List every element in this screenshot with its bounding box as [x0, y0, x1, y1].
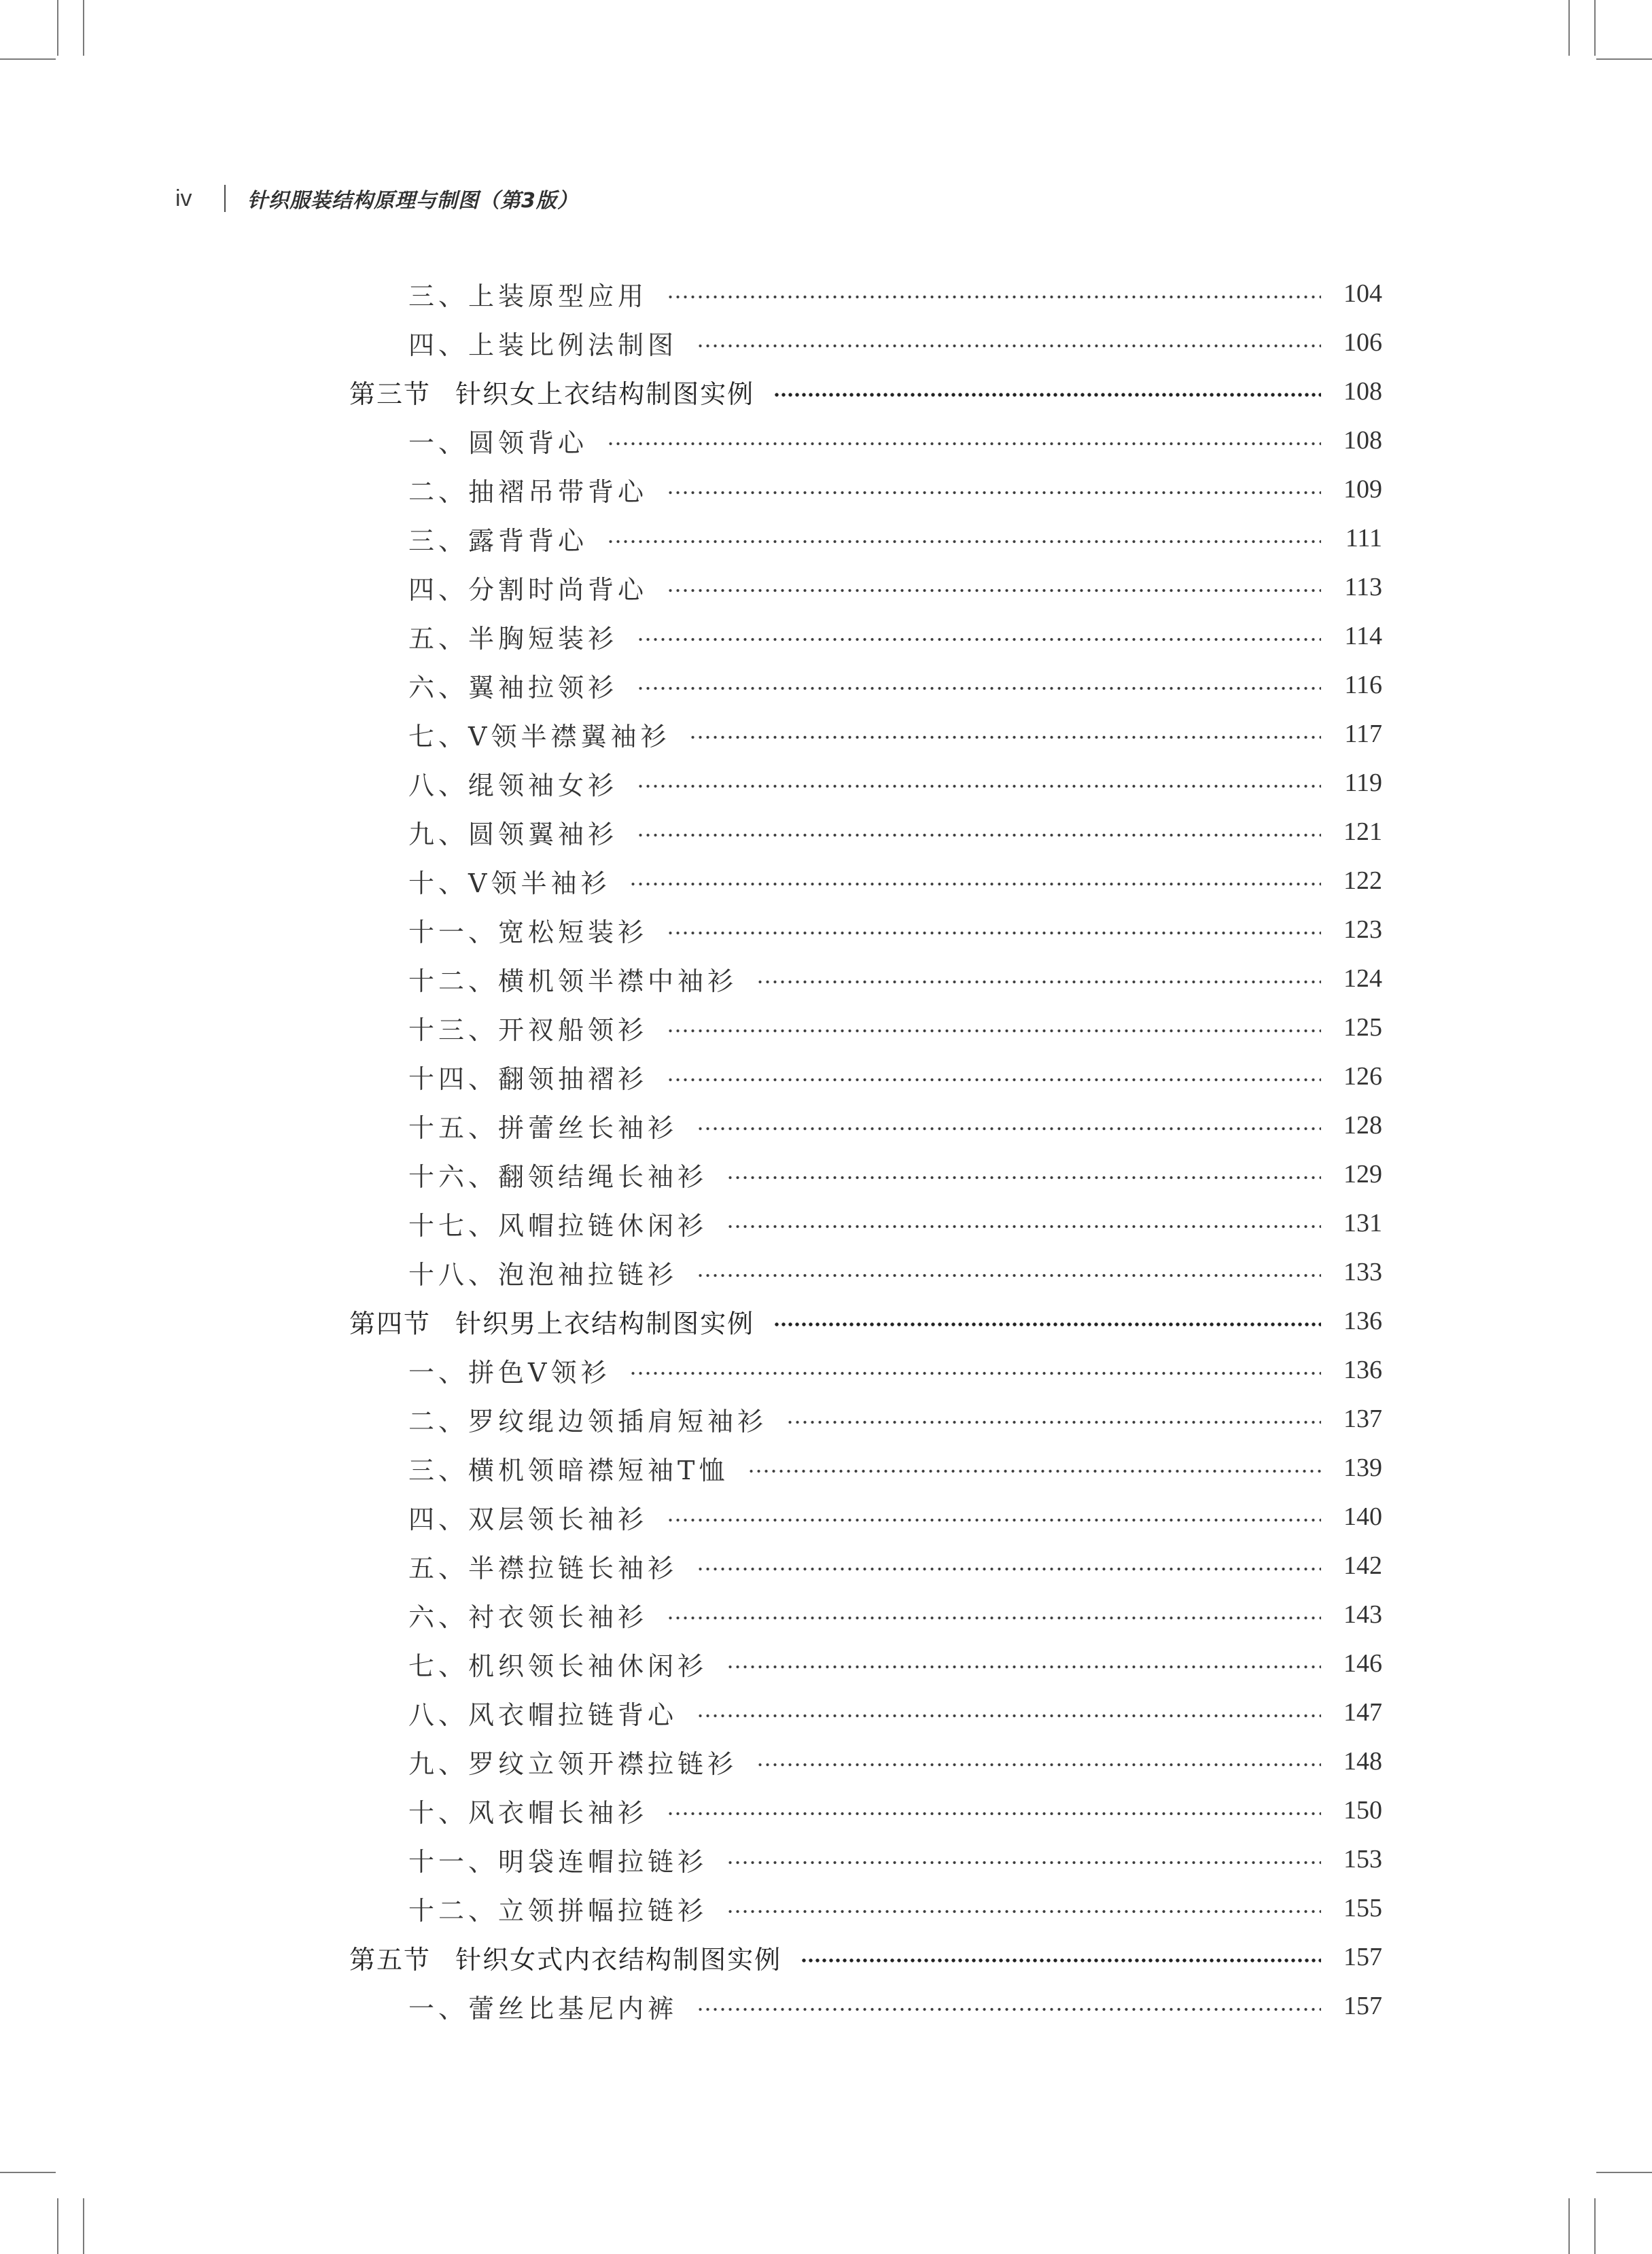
dot-leader: [726, 1859, 1321, 1866]
toc-entry-title: 十一、宽松短装衫: [408, 917, 648, 947]
dot-leader: [629, 881, 1321, 887]
crop-mark: [1596, 2172, 1652, 2173]
toc-entry-row[interactable]: [0, 1786, 1652, 1835]
toc-page-number: 157: [1343, 1992, 1382, 2020]
dot-leader: [667, 1615, 1321, 1621]
toc-page-number: 124: [1343, 964, 1382, 993]
dot-leader: [637, 783, 1321, 790]
toc-entry-title: 第四节 针织男上衣结构制图实例: [349, 1308, 755, 1339]
toc-entry-row[interactable]: [0, 612, 1652, 661]
dot-leader: [667, 1810, 1321, 1817]
crop-mark: [1594, 2198, 1596, 2254]
toc-entry-row[interactable]: [0, 807, 1652, 856]
crop-mark: [0, 58, 56, 60]
crop-mark: [83, 0, 84, 56]
toc-entry-title: 一、拼色V领衫: [408, 1357, 611, 1388]
toc-page-number: 104: [1343, 279, 1382, 308]
toc-entry-row[interactable]: [0, 905, 1652, 954]
toc-entry-row[interactable]: [0, 1443, 1652, 1492]
toc-entry-row[interactable]: [0, 856, 1652, 905]
toc-entry-title: 第五节 针织女式内衣结构制图实例: [349, 1944, 782, 1975]
dot-leader: [773, 391, 1321, 398]
dot-leader: [697, 2006, 1321, 2013]
toc-entry-title: 七、机织领长袖休闲衫: [408, 1651, 708, 1681]
dot-leader: [786, 1419, 1321, 1426]
toc-entry-row[interactable]: [0, 514, 1652, 563]
toc-entry-row[interactable]: [0, 1492, 1652, 1541]
dot-leader: [697, 1712, 1321, 1719]
toc-entry-title: 一、蕾丝比基尼内裤: [408, 1993, 678, 2024]
toc-section-row[interactable]: [0, 367, 1652, 416]
toc-page-number: 143: [1343, 1600, 1382, 1629]
toc-entry-row[interactable]: [0, 563, 1652, 612]
toc-entry-title: 三、露背背心: [408, 525, 588, 556]
toc-entry-title: 二、抽褶吊带背心: [408, 476, 648, 507]
crop-mark: [1596, 58, 1652, 60]
toc-page-number: 122: [1343, 866, 1382, 895]
toc-page-number: 123: [1343, 915, 1382, 944]
toc-entry-title: 十四、翻领抽褶衫: [408, 1063, 648, 1094]
toc-entry-row[interactable]: [0, 1541, 1652, 1590]
toc-page-number: 136: [1343, 1307, 1382, 1335]
toc-entry-title: 六、衬衣领长袖衫: [408, 1602, 648, 1632]
dot-leader: [667, 294, 1321, 300]
crop-mark: [0, 2172, 56, 2173]
table-of-contents: [0, 269, 1652, 2030]
dot-leader: [773, 1321, 1321, 1328]
toc-entry-row[interactable]: [0, 1737, 1652, 1786]
toc-entry-title: 四、上装比例法制图: [408, 330, 678, 360]
toc-entry-title: 一、圆领背心: [408, 427, 588, 458]
dot-leader: [667, 1027, 1321, 1034]
toc-entry-title: 四、分割时尚背心: [408, 574, 648, 605]
toc-page-number: 147: [1343, 1698, 1382, 1727]
toc-page-number: 121: [1343, 817, 1382, 846]
toc-entry-title: 五、半襟拉链长袖衫: [408, 1553, 678, 1583]
toc-entry-title: 九、罗纹立领开襟拉链衫: [408, 1748, 738, 1779]
toc-entry-row[interactable]: [0, 1101, 1652, 1150]
toc-entry-row[interactable]: [0, 661, 1652, 709]
dot-leader: [637, 636, 1321, 643]
toc-entry-row[interactable]: [0, 1835, 1652, 1884]
crop-mark: [83, 2198, 84, 2254]
dot-leader: [667, 930, 1321, 936]
dot-leader: [667, 1517, 1321, 1524]
toc-entry-title: 十六、翻领结绳长袖衫: [408, 1161, 708, 1192]
toc-page-number: 113: [1344, 573, 1382, 601]
toc-entry-title: 十、V领半袖衫: [408, 868, 611, 898]
toc-page-number: 109: [1343, 475, 1382, 504]
toc-page-number: 117: [1344, 720, 1382, 748]
toc-entry-title: 十七、风帽拉链休闲衫: [408, 1210, 708, 1241]
toc-page-number: 150: [1343, 1796, 1382, 1825]
toc-entry-title: 四、双层领长袖衫: [408, 1504, 648, 1534]
crop-mark: [57, 2198, 58, 2254]
toc-page-number: 137: [1343, 1405, 1382, 1433]
toc-entry-title: 三、横机领暗襟短袖T恤: [408, 1455, 729, 1485]
page-folio: iv: [175, 185, 192, 211]
dot-leader: [726, 1663, 1321, 1670]
toc-page-number: 139: [1343, 1454, 1382, 1482]
dot-leader: [667, 489, 1321, 496]
dot-leader: [667, 587, 1321, 594]
dot-leader: [629, 1370, 1321, 1377]
toc-entry-row[interactable]: [0, 1394, 1652, 1443]
book-title: 针织服装结构原理与制图（第3版）: [247, 189, 578, 213]
toc-page-number: 131: [1343, 1209, 1382, 1237]
dot-leader: [637, 685, 1321, 692]
dot-leader: [726, 1908, 1321, 1915]
toc-page-number: 155: [1343, 1894, 1382, 1922]
toc-entry-title: 十二、立领拼幅拉链衫: [408, 1895, 708, 1926]
crop-mark: [1568, 0, 1570, 56]
dot-leader: [697, 342, 1321, 349]
toc-page-number: 126: [1343, 1062, 1382, 1091]
toc-page-number: 148: [1343, 1747, 1382, 1776]
crop-mark: [1568, 2198, 1570, 2254]
toc-page-number: 119: [1344, 769, 1382, 797]
dot-leader: [697, 1272, 1321, 1279]
crop-mark: [57, 0, 58, 56]
toc-entry-title: 八、风衣帽拉链背心: [408, 1700, 678, 1730]
dot-leader: [726, 1223, 1321, 1230]
toc-entry-title: 十八、泡泡袖拉链衫: [408, 1259, 678, 1290]
toc-entry-row[interactable]: [0, 1003, 1652, 1052]
toc-entry-title: 十三、开衩船领衫: [408, 1015, 648, 1045]
toc-section-row[interactable]: [0, 1933, 1652, 1982]
toc-entry-row[interactable]: [0, 758, 1652, 807]
toc-entry-title: 十、风衣帽长袖衫: [408, 1797, 648, 1828]
toc-page-number: 106: [1343, 328, 1382, 357]
toc-entry-row[interactable]: [0, 709, 1652, 758]
toc-page-number: 114: [1344, 622, 1382, 650]
toc-page-number: 128: [1343, 1111, 1382, 1140]
toc-section-row[interactable]: [0, 1297, 1652, 1345]
toc-page-number: 136: [1343, 1356, 1382, 1384]
toc-entry-row[interactable]: [0, 1688, 1652, 1737]
toc-entry-row[interactable]: [0, 269, 1652, 318]
toc-entry-title: 十二、横机领半襟中袖衫: [408, 966, 738, 996]
dot-leader: [756, 979, 1321, 985]
toc-entry-row[interactable]: [0, 1884, 1652, 1933]
toc-entry-row[interactable]: [0, 318, 1652, 367]
dot-leader: [756, 1761, 1321, 1768]
toc-entry-row[interactable]: [0, 465, 1652, 514]
toc-entry-title: 二、罗纹绲边领插肩短袖衫: [408, 1406, 768, 1437]
dot-leader: [689, 734, 1321, 741]
toc-entry-title: 六、翼袖拉领衫: [408, 672, 618, 703]
dot-leader: [748, 1468, 1321, 1475]
toc-page-number: 116: [1344, 671, 1382, 699]
toc-entry-title: 三、上装原型应用: [408, 281, 648, 311]
toc-page-number: 146: [1343, 1649, 1382, 1678]
toc-page-number: 157: [1343, 1943, 1382, 1971]
toc-entry-title: 十一、明袋连帽拉链衫: [408, 1846, 708, 1877]
toc-entry-row[interactable]: [0, 954, 1652, 1003]
dot-leader: [607, 440, 1321, 447]
dot-leader: [697, 1125, 1321, 1132]
toc-page-number: 108: [1343, 377, 1382, 406]
toc-page-number: 111: [1345, 524, 1382, 552]
toc-entry-row[interactable]: [0, 1052, 1652, 1101]
toc-entry-row[interactable]: [0, 1590, 1652, 1639]
toc-entry-row[interactable]: [0, 1639, 1652, 1688]
crop-mark: [1594, 0, 1596, 56]
toc-entry-title: 第三节 针织女上衣结构制图实例: [349, 378, 755, 409]
dot-leader: [637, 832, 1321, 839]
toc-page-number: 133: [1343, 1258, 1382, 1286]
toc-page-number: 108: [1343, 426, 1382, 455]
toc-entry-title: 十五、拼蕾丝长袖衫: [408, 1112, 678, 1143]
running-header: [175, 178, 578, 219]
toc-page-number: 142: [1343, 1551, 1382, 1580]
toc-page-number: 140: [1343, 1502, 1382, 1531]
toc-entry-row[interactable]: [0, 1150, 1652, 1199]
dot-leader: [667, 1076, 1321, 1083]
toc-entry-title: 八、绲领袖女衫: [408, 770, 618, 800]
toc-entry-row[interactable]: [0, 1199, 1652, 1248]
toc-entry-row[interactable]: [0, 1345, 1652, 1394]
dot-leader: [697, 1566, 1321, 1572]
dot-leader: [801, 1957, 1321, 1964]
toc-entry-title: 七、V领半襟翼袖衫: [408, 721, 671, 752]
toc-entry-row[interactable]: [0, 1248, 1652, 1297]
toc-entry-title: 九、圆领翼袖衫: [408, 819, 618, 849]
dot-leader: [607, 538, 1321, 545]
toc-entry-row[interactable]: [0, 416, 1652, 465]
toc-entry-row[interactable]: [0, 1982, 1652, 2030]
toc-page-number: 125: [1343, 1013, 1382, 1042]
dot-leader: [726, 1174, 1321, 1181]
toc-page-number: 129: [1343, 1160, 1382, 1188]
toc-page-number: 153: [1343, 1845, 1382, 1873]
toc-entry-title: 五、半胸短装衫: [408, 623, 618, 654]
header-divider: [224, 185, 226, 212]
